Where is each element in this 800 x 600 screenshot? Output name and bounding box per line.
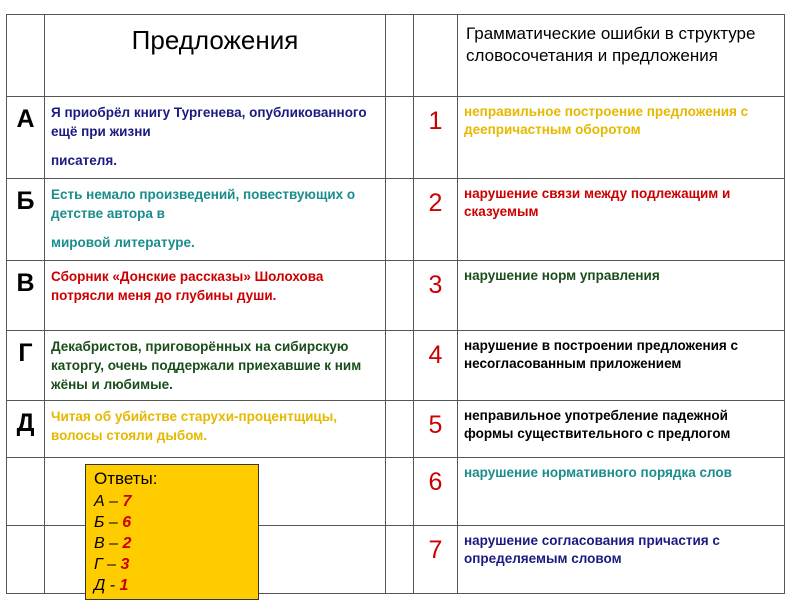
sentence-text: [45, 97, 386, 179]
answers-title: Ответы:: [94, 469, 158, 488]
spacer-cell: [386, 526, 414, 594]
answer-letter: Г: [94, 556, 103, 573]
error-text: неправильное употребление падежной формы существительного с предлогом: [458, 401, 785, 458]
row-letter: А: [7, 97, 45, 179]
answer-item: [94, 491, 258, 512]
spacer-cell: [386, 179, 414, 261]
row-number: 6: [414, 458, 458, 526]
sentence-line: Есть немало произведений, повествующих о детстве автора в: [51, 187, 356, 221]
answer-item: [94, 533, 258, 554]
sentence-text: Декабристов, приговорённых на сибирскую каторгу, очень поддержали приехавшие к ним жёны и любимые.: [45, 331, 386, 401]
table-row: [7, 179, 785, 261]
answer-value: 6: [122, 514, 132, 531]
sentence-text: [45, 179, 386, 261]
spacer-cell: [386, 331, 414, 401]
error-text: нарушение норм управления: [458, 261, 785, 331]
error-text: нарушение согласования причастия с определяемым словом: [458, 526, 785, 594]
spacer-cell: [386, 458, 414, 526]
answer-separator: –: [104, 535, 123, 552]
sentence-line: писателя.: [51, 153, 117, 168]
sentence-line: мировой литературе.: [51, 235, 195, 250]
row-letter: [7, 526, 45, 594]
table-row: [7, 261, 785, 331]
row-number: 7: [414, 526, 458, 594]
row-number: 1: [414, 97, 458, 179]
row-number: 2: [414, 179, 458, 261]
answers-box: [85, 464, 259, 600]
answer-letter: В: [94, 535, 105, 552]
error-text: нарушение в построении предложения с несогласованным приложением: [458, 331, 785, 401]
row-letter: Б: [7, 179, 45, 261]
table-row: [7, 401, 785, 458]
header-spacer-cell: [386, 15, 414, 97]
table-row: [7, 331, 785, 401]
sentence-text: Читая об убийстве старухи-процентщицы, волосы стояли дыбом.: [45, 401, 386, 458]
answer-item: [94, 554, 258, 575]
header-sentences: Предложения: [45, 15, 386, 97]
row-letter: Г: [7, 331, 45, 401]
answer-separator: –: [102, 556, 121, 573]
answer-letter: Б: [94, 514, 105, 531]
error-text: нарушение нормативного порядка слов: [458, 458, 785, 526]
answer-value: 3: [120, 556, 130, 573]
row-letter: [7, 458, 45, 526]
spacer-cell: [386, 401, 414, 458]
row-number: 5: [414, 401, 458, 458]
spacer-cell: [386, 97, 414, 179]
answer-letter: А: [94, 493, 105, 510]
spacer-cell: [386, 261, 414, 331]
row-number: 4: [414, 331, 458, 401]
header-row: [7, 15, 785, 97]
row-number: 3: [414, 261, 458, 331]
answer-separator: –: [104, 514, 123, 531]
sentence-text: Сборник «Донские рассказы» Шолохова потрясли меня до глубины души.: [45, 261, 386, 331]
answer-separator: –: [104, 493, 123, 510]
answer-value: 7: [122, 493, 132, 510]
answer-value: 1: [119, 577, 129, 594]
answer-item: [94, 512, 258, 533]
header-empty-cell: [7, 15, 45, 97]
answer-letter: Д: [94, 577, 106, 594]
header-empty-cell: [414, 15, 458, 97]
row-letter: Д: [7, 401, 45, 458]
table-row: [7, 97, 785, 179]
row-letter: В: [7, 261, 45, 331]
error-text: нарушение связи между подлежащим и сказуемым: [458, 179, 785, 261]
answer-value: 2: [122, 535, 132, 552]
sentence-line: Я приобрёл книгу Тургенева, опубликованного ещё при жизни: [51, 105, 367, 139]
error-text: неправильное построение предложения с деепричастным оборотом: [458, 97, 785, 179]
answer-item: [94, 575, 258, 596]
answer-separator: -: [105, 577, 120, 594]
header-errors: Грамматические ошибки в структуре словосочетания и предложения: [458, 15, 785, 97]
